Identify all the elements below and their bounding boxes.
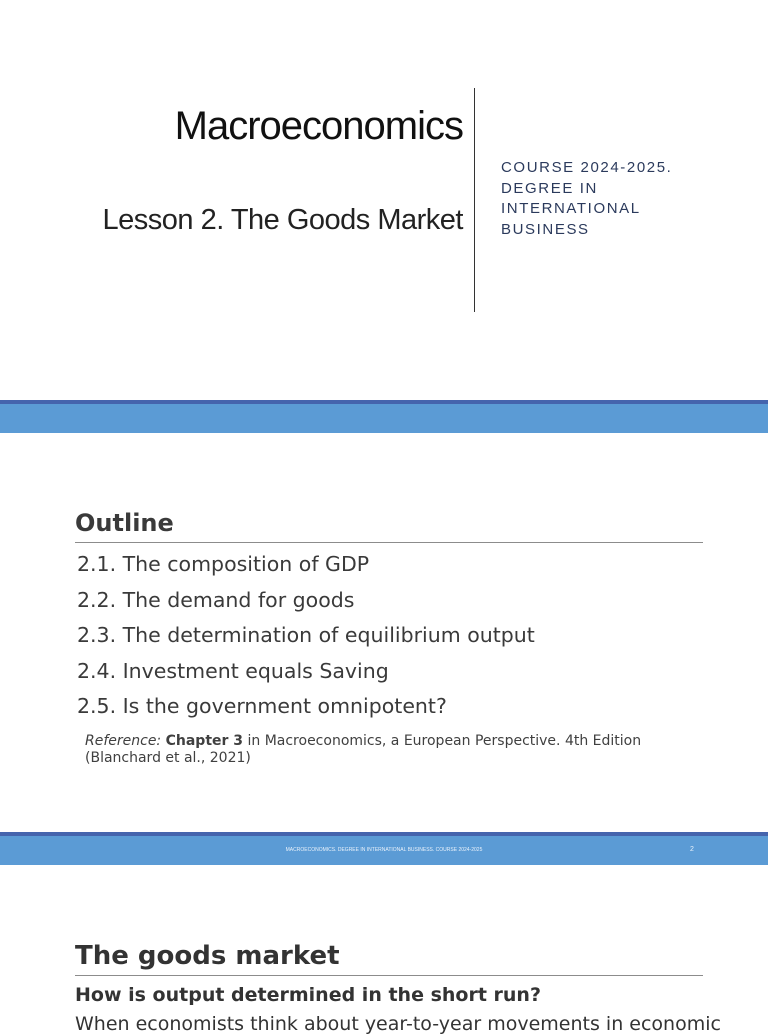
course-line: DEGREE IN [501,179,598,197]
reference-label: Reference: [85,733,162,749]
outline-item: 2.2. The demand for goods [77,587,355,612]
course-info [501,158,741,240]
vertical-divider [474,88,475,312]
slide-subtitle: Lesson 2. The Goods Market [102,204,463,236]
outline-item: 2.1. The composition of GDP [77,552,370,576]
band-stripe [0,832,768,836]
reference-chapter: Chapter 3 [165,733,244,749]
footer-text: MACROECONOMICS. DEGREE IN INTERNATIONAL BUSINESS. COURSE 2024-2025 [285,847,483,853]
course-line: INTERNATIONAL [501,200,641,217]
band-stripe [0,400,768,404]
outline-slide [0,433,768,832]
heading-rule [75,542,703,543]
heading-rule [75,975,703,976]
course-line: BUSINESS [501,220,590,238]
reference-source: in Macroeconomics, a European Perspective. 4th Edition [243,733,642,749]
outline-list [77,547,535,725]
goods-market-body: When economists think about year-to-year movements in economic [75,1013,721,1035]
reference-note [85,733,685,767]
slide-title: Macroeconomics [174,104,463,148]
outline-item: 2.5. Is the government omnipotent? [77,694,447,718]
slide-separator-band [0,400,768,433]
course-line: COURSE 2024-2025. [501,159,673,176]
reference-citation: (Blanchard et al., 2021) [85,750,251,766]
slide-footer-band [0,832,768,865]
goods-market-subheading: How is output determined in the short run? [75,984,541,1006]
outline-heading: Outline [75,509,174,537]
goods-market-heading: The goods market [75,941,340,971]
outline-item: 2.3. The determination of equilibrium output [77,623,535,647]
title-slide [0,0,768,400]
page-number: 2 [690,846,694,853]
outline-item: 2.4. Investment equals Saving [77,658,389,683]
goods-market-slide [0,865,768,1035]
